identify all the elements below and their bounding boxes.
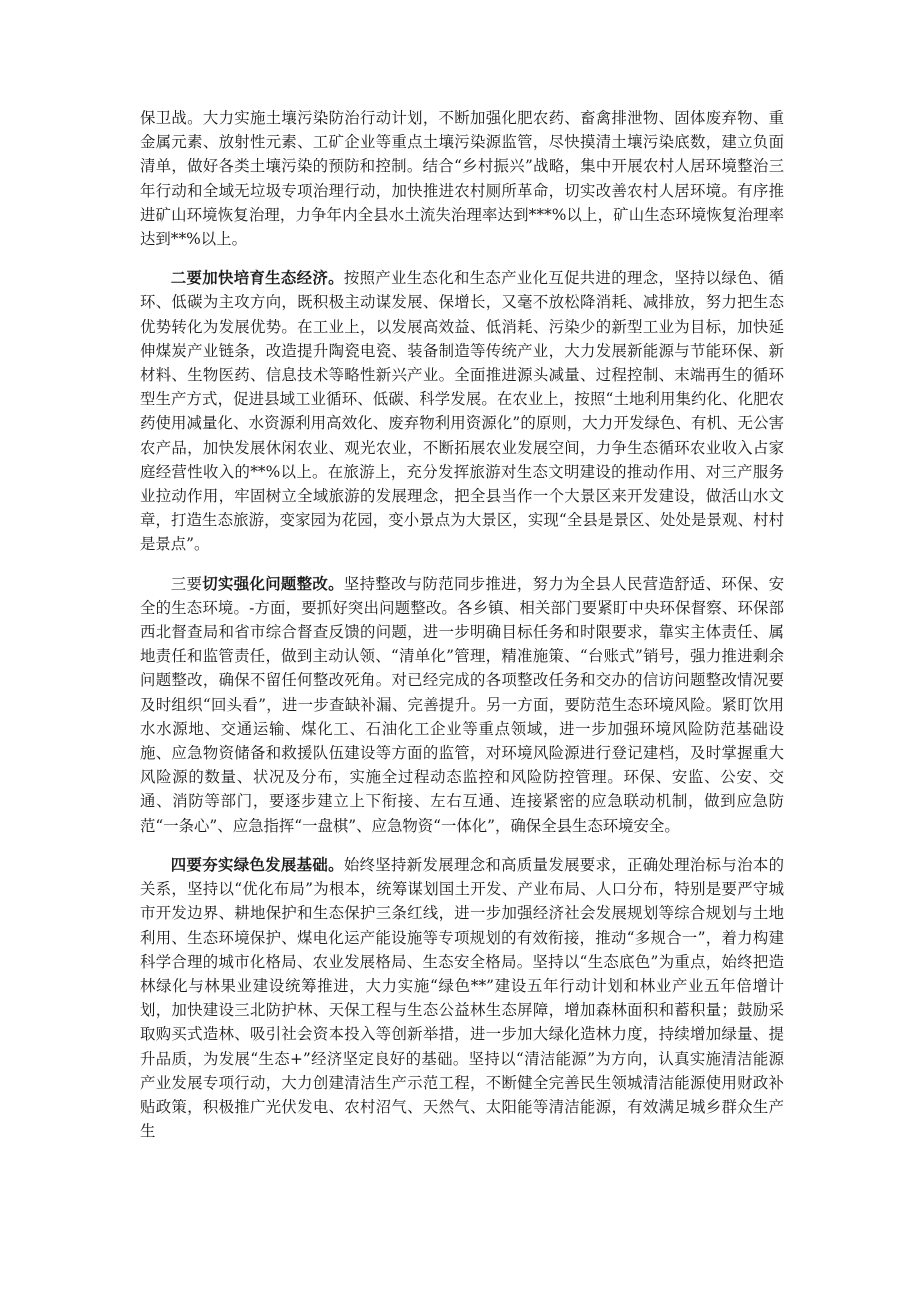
paragraph-4-text: 始终坚持新发展理念和高质量发展要求，正确处理治标与治本的关系，坚持以“优化布局”为根本，统筹谋划国土开发、产业布局、人口分布，特别是要严守城市开发边界、耕地保护和生态保护三条红线，进一步加强经济社会发展规划等综合规划与土地利用、生态环境保护、煤电化运产能设施等专项规划的有效衔接，推动“多规合一”，着力构建科学合理的城市化格局、农业发展格局、生态安全格局。坚持以“生态底色”为重点，始终把造林绿化与林果业建设统筹推进，大力实施“绿色**”建设五年行动计划和林业产业五年倍增计划，加快建设三北防护林、天保工程与生态公益林生态屏障，增加森林面积和蓄积量；鼓励采取购买式造林、吸引社会资本投入等创新举措，进一步加大绿化造林力度，持续增加绿量、提升品质，为发展“生态+”经济坚定良好的基础。坚持以“清洁能源”为方向，认真实施清洁能源产业发展专项行动，大力创建清洁生产示范工程，不断健全完善民生领城清洁能源使用财政补贴政策，积极推广光伏发电、农村沼气、天然气、太阳能等清洁能源，有效满足城乡群众生产生 [140, 855, 784, 1141]
paragraph-3 [140, 572, 784, 838]
paragraph-3-heading-prefix: 三要 [170, 574, 203, 593]
paragraph-4-heading: 四要夯实绿色发展基础。 [170, 855, 344, 874]
paragraph-3-text: 坚持整改与防范同步推进，努力为全县人民营造舒适、环保、安全的生态环境。-方面，要抓好突出问题整改。各乡镇、相关部门要紧盯中央环保督察、环保部西北督查局和省市综合督查反馈的问题，进一步明确目标任务和时限要求，靠实主体责任、属地责任和监管责任，做到主动认领、“清单化”管理，精准施策、“台账式”销号，强力推进剩余问题整改，确保不留任何整改死角。对已经完成的各项整改任务和交办的信访问题整改情况要及时组织“回头看”，进一步查缺补漏、完善提升。另一方面，要防范生态环境风险。紧盯饮用水水源地、交通运输、煤化工、石油化工企业等重点领域，进一步加强环境风险防范基础设施、应急物资储备和救援队伍建设等方面的监管，对环境风险源进行登记建档，及时掌握重大风险源的数量、状况及分布，实施全过程动态监控和风险防控管理。环保、安监、公安、交通、消防等部门，要逐步建立上下衔接、左右互通、连接紧密的应急联动机制，做到应急防范“一条心”、应急指挥“一盘棋”、应急物资“一体化”，确保全县生态环境安全。 [140, 574, 784, 835]
paragraph-3-heading: 切实强化问题整改。 [202, 574, 344, 593]
paragraph-2-heading: 二要加快培育生态经济。 [170, 269, 344, 288]
document-page [140, 106, 784, 1158]
paragraph-1 [140, 106, 784, 251]
paragraph-1-text: 保卫战。大力实施土壤污染防治行动计划，不断加强化肥农药、畜禽排泄物、固体废弃物、重金属元素、放射性元素、工矿企业等重点土壤污染源监管，尽快摸清土壤污染底数，建立负面清单，做好各类土壤污染的预防和控制。结合“乡村振兴”战略，集中开展农村人居环境整治三年行动和全域无垃圾专项治理行动，加快推进农村厕所革命，切实改善农村人居环境。有序推进矿山环境恢复治理，力争年内全县水土流失治理率达到***%以上，矿山生态环境恢复治理率达到**%以上。 [140, 109, 784, 249]
paragraph-2-text: 按照产业生态化和生态产业化互促共进的理念，坚持以绿色、循环、低碳为主攻方向，既积极主动谋发展、保增长，又毫不放松降消耗、减排放，努力把生态优势转化为发展优势。在工业上，以发展高效益、低消耗、污染少的新型工业为目标，加快延伸煤炭产业链条，改造提升陶瓷电瓷、装备制造等传统产业，大力发展新能源与节能环保、新材料、生物医药、信息技术等略性新兴产业。全面推进源头减量、过程控制、末端再生的循环型生产方式，促进县域工业循环、低碳、科学发展。在农业上，按照“土地利用集约化、化肥农药使用减量化、水资源利用高效化、废弃物利用资源化”的原则，大力开发绿色、有机、无公害农产品，加快发展休闲农业、观光农业，不断拓展农业发展空间，力争生态循环农业收入占家庭经营性收入的**%以上。在旅游上，充分发挥旅游对生态文明建设的推动作用、对三产服务业拉动作用，牢固树立全域旅游的发展理念，把全县当作一个大景区来开发建设，做活山水文章，打造生态旅游，变家园为花园，变小景点为大景区，实现“全县是景区、处处是景观、村村是景点”。 [140, 269, 784, 554]
paragraph-4 [140, 853, 784, 1143]
paragraph-2 [140, 266, 784, 556]
